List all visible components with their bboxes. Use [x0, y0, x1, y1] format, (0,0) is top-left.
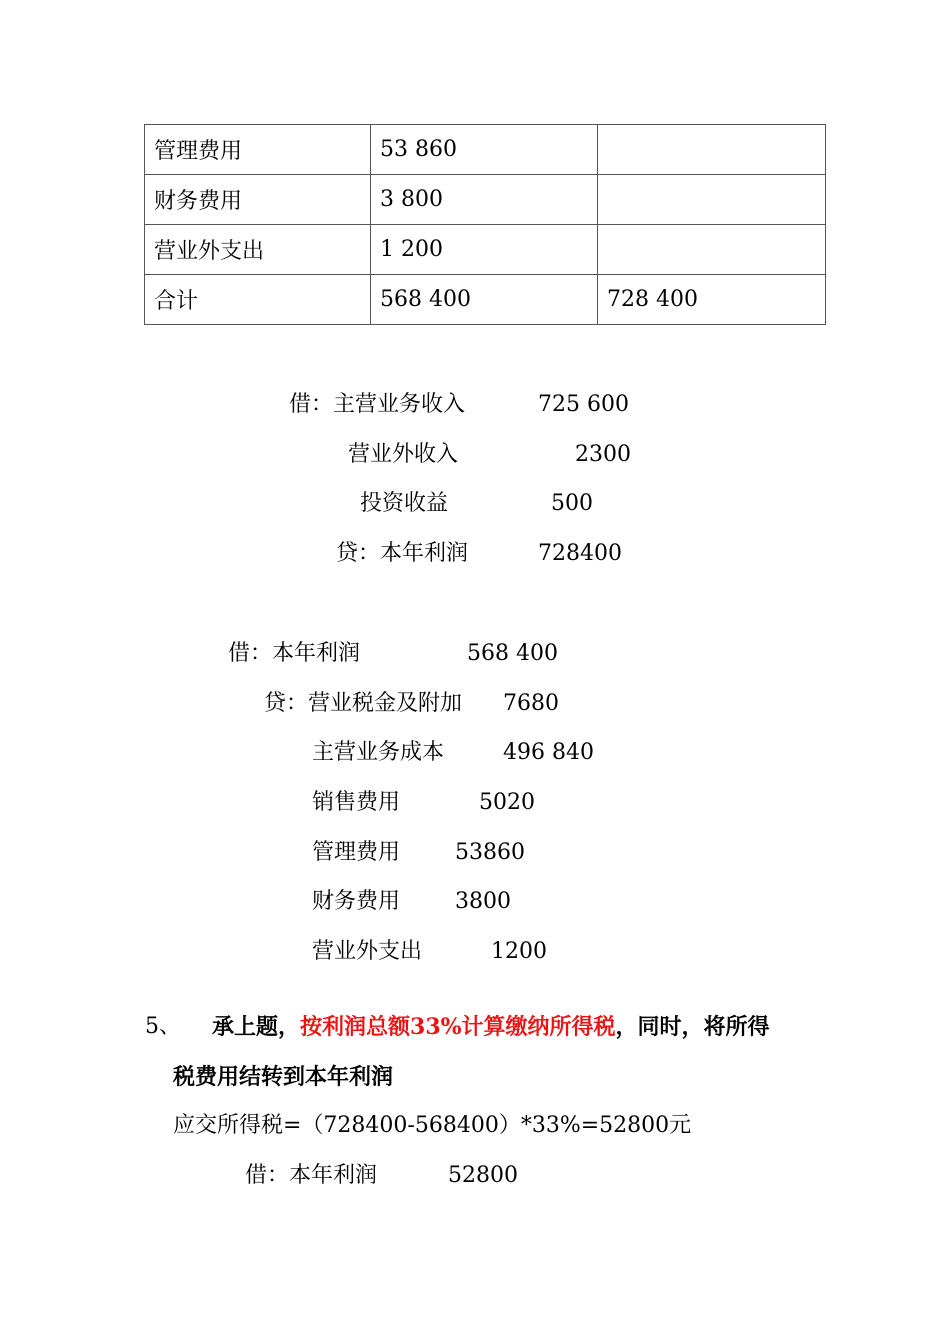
table-row	[145, 225, 826, 275]
question-text	[212, 1014, 770, 1041]
entry1-debit-amount: 725 600	[538, 392, 629, 417]
entry2-credit-label: 贷：营业税金及附加	[264, 691, 463, 716]
entry2-item-amount: 496 840	[503, 740, 594, 765]
entry2-item-label: 管理费用	[312, 840, 401, 865]
row-credit	[598, 125, 826, 175]
entry1-debit-label: 借：主营业务收入	[289, 392, 466, 417]
entry2-item-label: 财务费用	[312, 889, 401, 914]
row-name: 管理费用	[145, 125, 371, 175]
row-name: 营业外支出	[145, 225, 371, 275]
question-number: 5、	[145, 1014, 181, 1039]
question-line2: 税费用结转到本年利润	[173, 1064, 394, 1090]
table-row	[145, 125, 826, 175]
entry2-item-label: 营业外支出	[312, 939, 423, 964]
question-rest: ，同时，将所得	[615, 1014, 770, 1040]
row-credit	[598, 175, 826, 225]
ledger-table	[144, 124, 826, 325]
entry1-credit-amount: 728400	[538, 541, 622, 566]
q5-entry-amount: 52800	[448, 1163, 518, 1188]
row-name: 合计	[145, 275, 371, 325]
entry2-item-amount: 5020	[479, 790, 535, 815]
entry2-item-label: 主营业务成本	[312, 740, 445, 765]
entry2-item-label: 销售费用	[312, 790, 401, 815]
entry1-line2-label: 营业外收入	[348, 442, 459, 467]
entry2-credit-amount: 7680	[503, 691, 559, 716]
row-credit	[598, 225, 826, 275]
entry2-item-amount: 3800	[455, 889, 511, 914]
row-debit: 3 800	[371, 175, 598, 225]
entry1-line3-label: 投资收益	[360, 491, 449, 516]
entry1-line2-amount: 2300	[575, 442, 631, 467]
tax-formula: 应交所得税=（728400-568400）*33%=52800元	[173, 1113, 692, 1138]
entry2-debit-amount: 568 400	[467, 641, 558, 666]
question-intro: 承上题，	[212, 1014, 301, 1040]
entry2-item-amount: 1200	[491, 939, 547, 964]
row-debit: 53 860	[371, 125, 598, 175]
row-debit: 1 200	[371, 225, 598, 275]
table-row	[145, 275, 826, 325]
row-name: 财务费用	[145, 175, 371, 225]
entry2-debit-label: 借：本年利润	[228, 641, 361, 666]
entry2-item-amount: 53860	[455, 840, 525, 865]
entry1-credit-label: 贷：本年利润	[336, 541, 469, 566]
question-highlight: 按利润总额33%计算缴纳所得税	[300, 1014, 616, 1040]
row-debit: 568 400	[371, 275, 598, 325]
table-row	[145, 175, 826, 225]
row-credit: 728 400	[598, 275, 826, 325]
q5-entry-label: 借：本年利润	[245, 1163, 378, 1188]
entry1-line3-amount: 500	[551, 491, 593, 516]
